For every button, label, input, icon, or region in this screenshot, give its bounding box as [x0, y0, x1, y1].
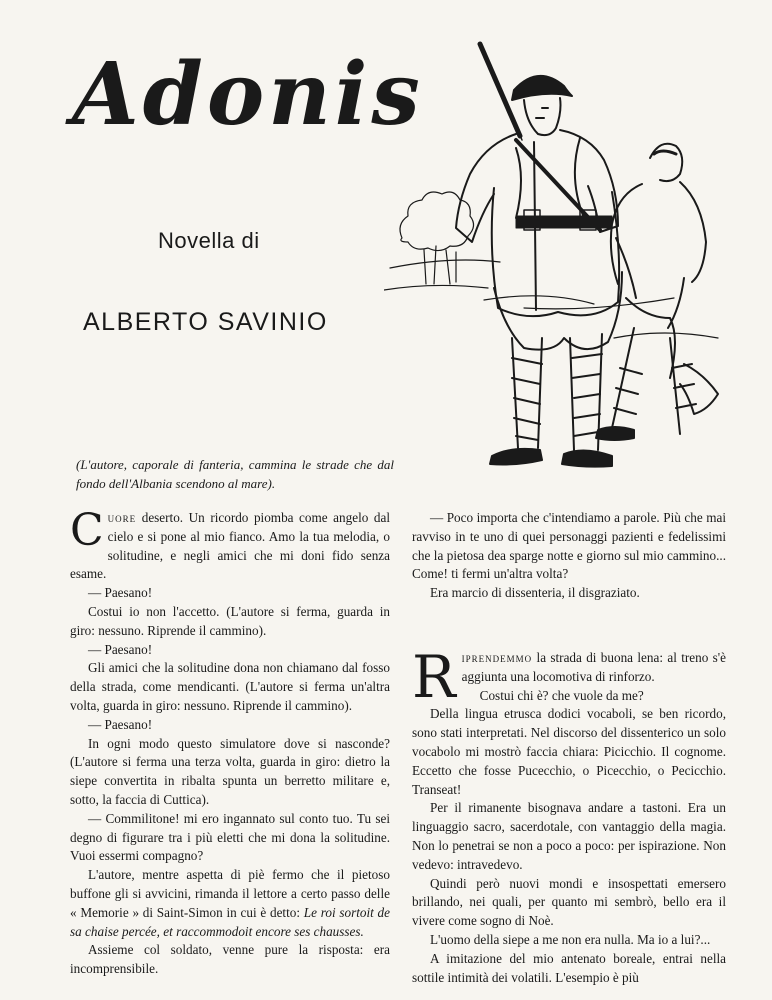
- paragraph-text: deserto. Un ricordo piomba come angelo dal cielo e si pone al mio fianco. Amo la tua melodia, o solitudine, e negli amici che mi doni fido senza esame.: [70, 510, 390, 582]
- paragraph: [70, 866, 390, 941]
- dialogue-line: — Poco importa che c'intendiamo a parole. Più che mai ravviso in te uno di quei personaggi pazienti e fedelissimi che la pietosa dea sparge notte e giorno sul mio cammino... Come! ti fermi un'altra volta?: [412, 510, 726, 582]
- story-title: Adonis: [72, 44, 424, 145]
- soldiers-illustration-icon: [384, 38, 728, 484]
- paragraph: L'uomo della siepe a me non era nulla. Ma io a lui?...: [430, 931, 711, 947]
- paragraph-text: L'autore, mentre aspetta di piè fermo che il pietoso buffone gli si avvicini, rimanda il lettore a certo passo delle « Memorie » di Saint-Simon in cui è detto:: [70, 867, 390, 920]
- left-column: [70, 505, 391, 979]
- paragraph: A imitazione del mio antenato boreale, entrai nella sottile intimità dei volatili. L'esempio è più: [412, 950, 726, 985]
- paragraph: Quindi però nuovi mondi e insospettati emersero brillando, nei quali, per quanto mi sembrò, bello era il vivere come sogno di Noè.: [412, 875, 726, 929]
- paragraph: In ogni modo questo simulatore dove si nasconde? (L'autore si ferma una terza volta, guarda in giro: dietro la siepe convertita in ribalta spunta un berretto militare e, sotto, la faccia di Cuttica).: [70, 735, 390, 807]
- drop-cap: C: [70, 505, 104, 556]
- dialogue-line: — Paesano!: [88, 716, 153, 732]
- opening-word: iprendemmo: [461, 649, 533, 665]
- paragraph: Costui io non l'accetto. (L'autore si ferma, guarda in giro: nessuno. Riprende il cammino).: [70, 603, 390, 638]
- author-name: ALBERTO SAVINIO: [83, 308, 328, 336]
- paragraph: Costui chi è? che vuole da me?: [479, 687, 644, 703]
- paragraph: [70, 505, 390, 584]
- dialogue-line: — Paesano!: [88, 641, 153, 657]
- dialogue-line: — Paesano!: [88, 585, 153, 601]
- story-subtitle: Novella di: [158, 228, 260, 253]
- section-gap: [412, 603, 726, 649]
- paragraph: Gli amici che la solitudine dona non chiamano dal fosso della strada, come mendicanti. (L'autore si ferma un'altra volta, guarda in giro: nessuno. Riprende il cammino).: [70, 660, 390, 713]
- preface-note: (L'autore, caporale di fanteria, cammina le strade che dal fondo dell'Albania scendono al mare).: [76, 457, 394, 491]
- dialogue-line: — Commilitone! mi ero ingannato sul conto tuo. Tu sei degno di figurare tra i più eletti che mi dona la solitudine. Vuoi essermi compagno?: [70, 810, 390, 864]
- paragraph: Assieme col soldato, venne pure la risposta: era incomprensibile.: [70, 942, 390, 977]
- background-trees: [384, 192, 718, 338]
- opening-word: uore: [107, 510, 137, 525]
- right-column: [412, 509, 726, 987]
- paragraph: Per il rimanente bisognava andare a tastoni. Era un linguaggio sacro, sacerdotale, con vantaggio della magia. Non lo penetrai se non a poco a poco: per ispirazione. Non vedevo: intravedevo.: [412, 800, 726, 872]
- french-quote: Le roi sortoit de sa chaise percée, et raccommodoit encore ses chausses.: [70, 904, 391, 939]
- paragraph: Era marcio di dissenteria, il disgraziato.: [430, 585, 640, 601]
- paragraph: Della lingua etrusca dodici vocaboli, se ben ricordo, sono stati interpretati. Nel discorso del dissenterico un solo vocabolo mi mostrò faccia chiara: Picicchio. Il cognome. Eccetto che fosse Pucecchio, o Picecchio, o Pecicchio. Transeat!: [412, 706, 726, 797]
- drop-cap: R: [412, 642, 456, 711]
- paragraph-text: la strada di buona lena: al treno s'è aggiunta una locomotiva di rinforzo.: [461, 649, 726, 684]
